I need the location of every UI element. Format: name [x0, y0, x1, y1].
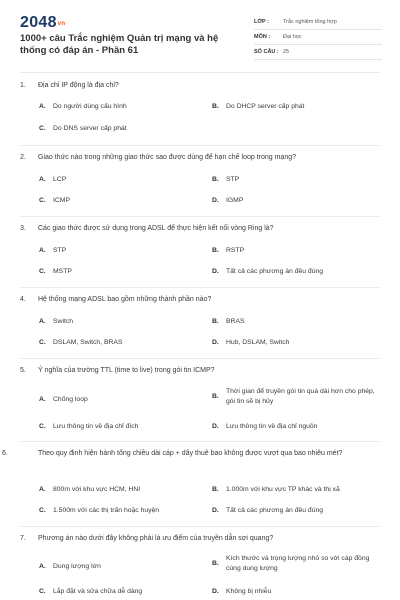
option-text: 1.500m với các thị trấn hoặc huyện — [53, 507, 160, 514]
question-text — [2, 448, 370, 459]
meta-value: Đại học — [283, 34, 302, 40]
question-stem: Địa chỉ IP động là địa chỉ? — [38, 82, 119, 89]
page-header — [0, 0, 400, 70]
logo-suffix: vn — [57, 21, 66, 27]
question-text — [20, 294, 370, 305]
question-divider — [20, 145, 380, 146]
option-letter: D. — [212, 339, 219, 346]
question-number: 1. — [20, 82, 26, 89]
option-letter: A. — [39, 247, 46, 254]
answer-option[interactable] — [39, 267, 199, 277]
option-text: BRAS — [226, 318, 245, 325]
meta-row-subject — [254, 30, 382, 45]
option-text: STP — [226, 176, 240, 183]
option-letter: B. — [212, 486, 219, 493]
option-text: Thời gian để truyền gói tin quá dài hơn cho phép, gói tin sẽ bị hủy — [226, 388, 375, 405]
option-text: STP — [53, 247, 67, 254]
meta-value: 25 — [283, 49, 290, 55]
option-text: Switch — [53, 318, 74, 325]
option-letter: A. — [39, 176, 46, 183]
option-text: Lưu thông tin về địa chỉ đích — [53, 423, 139, 430]
answer-option[interactable] — [212, 267, 382, 277]
answer-option[interactable] — [39, 317, 199, 327]
question-number: 2. — [20, 154, 26, 161]
answer-option[interactable] — [212, 485, 382, 495]
meta-label: MÔN : — [254, 34, 271, 40]
question-number: 3. — [20, 225, 26, 232]
answer-option[interactable] — [39, 485, 199, 495]
question-stem: Các giao thức được sử dụng trong ADSL để thực hiện kết nối vòng Ring là? — [38, 225, 274, 232]
answer-option[interactable] — [39, 587, 199, 597]
option-letter: C. — [39, 339, 46, 346]
answer-option[interactable] — [39, 395, 199, 405]
option-letter: B. — [212, 176, 219, 183]
option-text: Chống loop — [53, 396, 88, 403]
question-divider — [20, 216, 380, 217]
question-stem: Giao thức nào trong những giao thức sao được dùng để hạn chế loop trong mạng? — [38, 154, 297, 161]
option-letter: A. — [39, 103, 46, 110]
option-letter: C. — [39, 588, 46, 595]
question-divider — [20, 441, 380, 442]
meta-row-count — [254, 45, 382, 60]
question-text — [20, 80, 370, 91]
answer-option[interactable] — [39, 124, 199, 134]
answer-option[interactable] — [212, 338, 382, 348]
answer-option[interactable] — [212, 422, 382, 432]
option-letter: D. — [212, 268, 219, 275]
answer-option[interactable] — [212, 506, 382, 516]
question-stem: Phương án nào dưới đây không phải là ưu điểm của truyền dẫn sợi quang? — [38, 535, 274, 542]
answer-option[interactable] — [39, 175, 199, 185]
option-text: Do DHCP server cấp phát — [226, 103, 305, 110]
option-text: Không bị nhiễu — [226, 588, 272, 595]
option-letter: C. — [39, 268, 46, 275]
option-letter: A. — [39, 486, 46, 493]
question-number: 7. — [20, 535, 26, 542]
question-text — [20, 365, 370, 376]
question-number: 6. — [2, 450, 8, 457]
question-stem: Ý nghĩa của trường TTL (time to live) trong gói tin ICMP? — [38, 367, 215, 374]
answer-option[interactable] — [39, 246, 199, 256]
answer-option[interactable] — [39, 422, 199, 432]
quiz-meta — [254, 15, 382, 60]
option-letter: D. — [212, 197, 219, 204]
answer-option[interactable] — [212, 587, 382, 597]
question-text — [20, 152, 370, 163]
option-letter: A. — [39, 563, 46, 570]
option-text: Lưu thông tin về địa chỉ nguồn — [226, 423, 318, 430]
question-text — [20, 533, 370, 544]
option-text: Tất cả các phương án đều đúng — [226, 507, 324, 514]
meta-value: Trắc nghiệm tổng hợp — [283, 19, 337, 25]
option-letter: B. — [212, 247, 219, 254]
option-text: DSLAM, Switch, BRAS — [53, 339, 123, 346]
option-text: ICMP — [53, 197, 70, 204]
option-letter: A. — [39, 396, 46, 403]
option-letter: C. — [39, 507, 46, 514]
option-letter: A. — [39, 318, 46, 325]
answer-option[interactable] — [212, 317, 382, 327]
answer-option[interactable] — [212, 246, 382, 256]
answer-option[interactable] — [212, 102, 382, 112]
option-text: RSTP — [226, 247, 245, 254]
meta-label: LỚP : — [254, 19, 269, 25]
option-letter: C. — [39, 197, 46, 204]
question-stem: Hệ thống mạng ADSL bao gồm những thành phần nào? — [38, 296, 212, 303]
site-logo[interactable] — [20, 14, 65, 32]
answer-option[interactable] — [212, 554, 382, 574]
option-letter: C. — [39, 423, 46, 430]
meta-row-class — [254, 15, 382, 30]
logo-text: 2048 — [20, 14, 57, 31]
answer-option[interactable] — [39, 506, 199, 516]
answer-option[interactable] — [212, 175, 382, 185]
question-divider — [20, 287, 380, 288]
option-letter: B. — [212, 103, 219, 110]
option-text: Dung lượng lớn — [53, 563, 101, 570]
question-divider — [20, 358, 380, 359]
option-text: IGMP — [226, 197, 244, 204]
option-text: Kích thước và trọng lượng nhỏ so với cáp đồng cùng dung lượng — [226, 555, 370, 572]
option-letter: D. — [212, 423, 219, 430]
question-number: 5. — [20, 367, 26, 374]
option-text: Tất cả các phương án đều đúng — [226, 268, 324, 275]
option-text: Lắp đặt và sửa chữa dễ dàng — [53, 588, 143, 595]
option-text: MSTP — [53, 268, 72, 275]
question-number: 4. — [20, 296, 26, 303]
answer-option[interactable] — [39, 102, 199, 112]
answer-option[interactable] — [212, 387, 382, 407]
option-text: Hub, DSLAM, Switch — [226, 339, 290, 346]
option-letter: D. — [212, 588, 219, 595]
option-letter: B. — [212, 318, 219, 325]
option-text: Do DNS server cấp phát — [53, 125, 127, 132]
option-text: LCP — [53, 176, 67, 183]
answer-option[interactable] — [39, 562, 199, 572]
option-letter: C. — [39, 125, 46, 132]
question-text — [20, 223, 370, 234]
header-divider — [20, 72, 380, 73]
option-letter: B. — [212, 393, 219, 400]
option-letter: B. — [212, 560, 219, 567]
option-text: Do người dùng cấu hình — [53, 103, 127, 110]
page-title: 1000+ câu Trắc nghiệm Quản trị mạng và hệ thống có đáp án - Phần 61 — [20, 33, 219, 56]
option-text: 1.000m với khu vực TP khác và thị xã — [226, 486, 340, 493]
answer-option[interactable] — [39, 196, 199, 206]
option-letter: D. — [212, 507, 219, 514]
answer-option[interactable] — [212, 196, 382, 206]
question-divider — [20, 526, 380, 527]
answer-option[interactable] — [39, 338, 199, 348]
question-stem: Theo quy định hiện hành tổng chiều dài cáp + dây thuê bao không được vượt qua bao nhiêu mét? — [38, 450, 343, 457]
meta-label: SỐ CÂU : — [254, 49, 279, 55]
option-text: 800m với khu vực HCM, HNI — [53, 486, 141, 493]
